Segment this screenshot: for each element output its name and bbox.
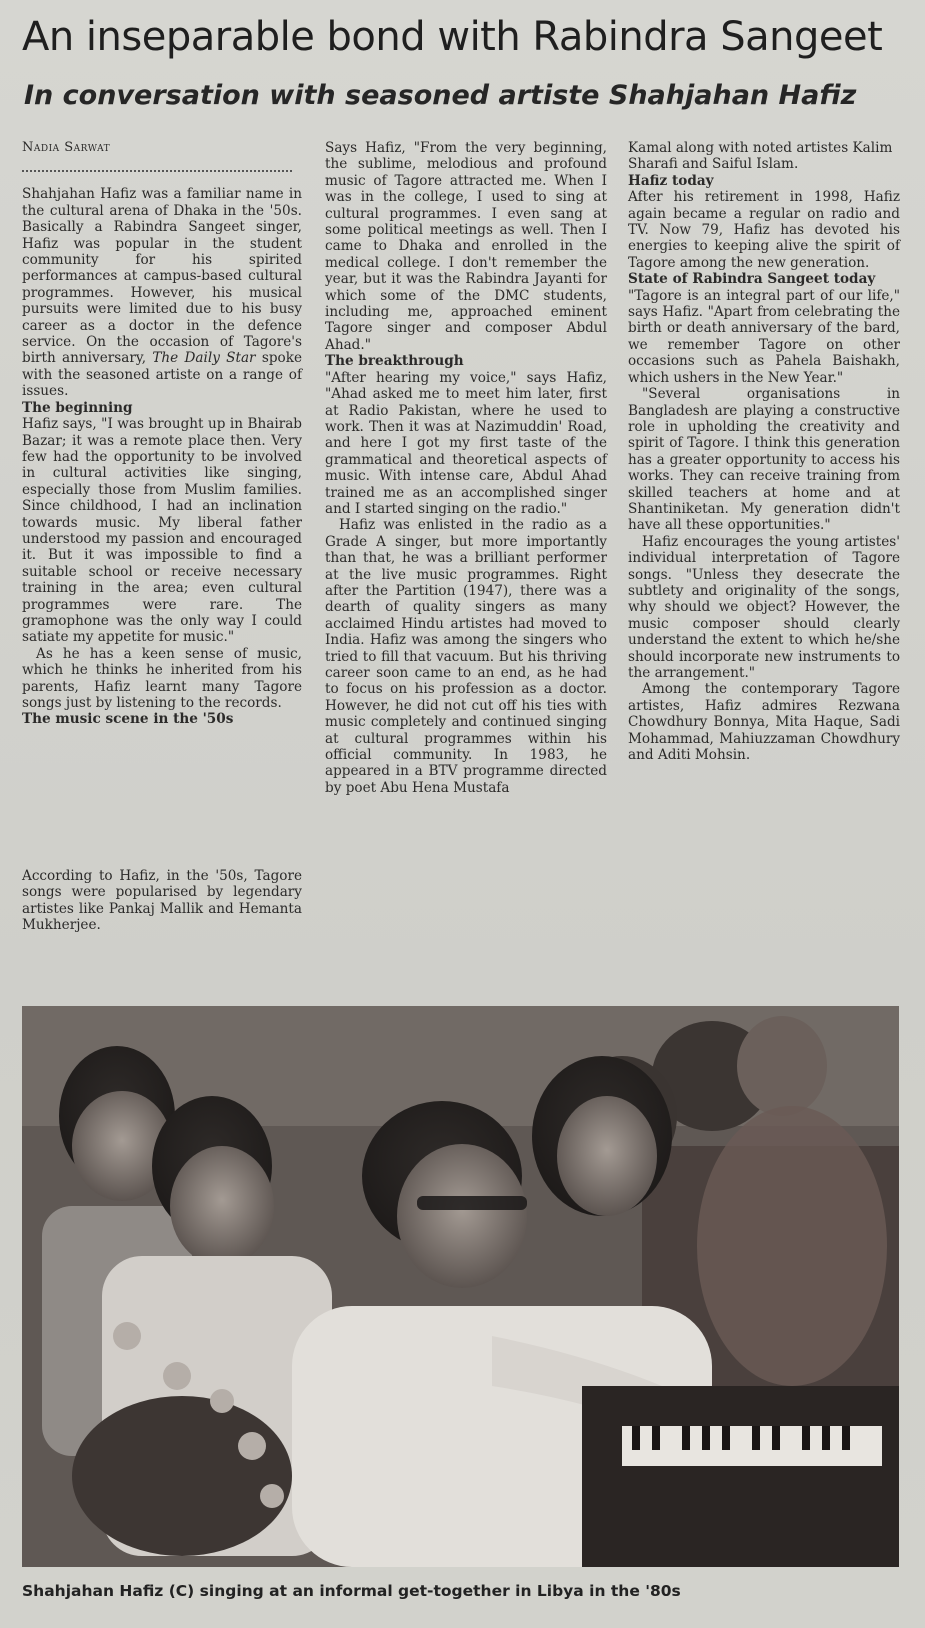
paragraph: "Several organisations in Bangladesh are playing a constructive role in upholding the creativity and spirit of Tagore. I think this generation has a greater opportunity to access his works. They can receive training from skilled teachers at home and at Shantiniketan. My generation didn't have all these opportunities." (628, 386, 900, 534)
headline: An inseparable bond with Rabindra Sangeet (22, 14, 883, 60)
photo-illustration (22, 1006, 899, 1567)
paragraph: Hafiz says, "I was brought up in Bhairab Bazar; it was a remote place then. Very few had the opportunity to be involved in cultural activities like singing, especially those from Muslim families. Since childhood, I had an inclination towards music. My liberal father understood my passion and encouraged it. But it was impossible to find a suitable school or receive necessary training in the area; even cultural programmes were rare. The gramophone was the only way I could satiate my appetite for music." (22, 416, 302, 646)
column-3 (628, 140, 900, 763)
subheading-today: Hafiz today (628, 172, 714, 189)
column-2 (325, 140, 607, 796)
subheading-beginning: The beginning (22, 399, 133, 416)
paragraph: As he has a keen sense of music, which he thinks he inherited from his parents, Hafiz learnt many Tagore songs just by listening to the records. (22, 645, 302, 711)
column-1-continued (22, 868, 302, 934)
paragraph-radio: Hafiz was enlisted in the radio as a Grade A singer, but more importantly than that, he was a brilliant performer at the live music programmes. Right after the Partition (1947), there was a dearth of quality singers as many acclaimed Hindu artistes had moved to India. Hafiz was among the singers who tried to fill that vacuum. But his thriving career soon came to an end, as he had to focus on his profession as a doctor. However, he did not cut off his ties with music completely and continued singing at cultural programmes within his official community. In 1983, he appeared in a BTV programme directed by poet Abu Hena Mustafa (325, 517, 607, 796)
paragraph: After his retirement in 1998, Hafiz again became a regular on radio and TV. Now 79, Hafiz has devoted his energies to keeping alive the spirit of Tagore among the new generation. (628, 189, 900, 271)
byline: Nadia Sarwat (22, 140, 111, 155)
paragraph: "Tagore is an integral part of our life," says Hafiz. "Apart from celebrating the birth or death anniversary of the bard, we remember Tagore on other occasions such as Pahela Baishakh, which ushers in the New Year." (628, 287, 900, 386)
paragraph-music-scene-cont: Says Hafiz, "From the very beginning, the sublime, melodious and profound music of Tagore attracted me. When I was in the college, I used to sing at cultural programmes. I even sang at some political meetings as well. Then I came to Dhaka and enrolled in the medical college. I don't remember the year, but it was the Rabindra Jayanti for which some of the DMC students, including me, approached eminent Tagore singer and composer Abdul Ahad." (325, 140, 607, 353)
paragraph-radio-cont: Kamal along with noted artistes Kalim Sharafi and Saiful Islam. (628, 140, 893, 173)
subheading-music-scene: The music scene in the '50s (22, 711, 234, 728)
subheadline: In conversation with seasoned artiste Shahjahan Hafiz (24, 80, 857, 111)
paragraph-music-scene-start: According to Hafiz, in the '50s, Tagore songs were popularised by legendary artistes like Pankaj Mallik and Hemanta Mukherjee. (22, 868, 302, 934)
paragraph-intro: Shahjahan Hafiz was a familiar name in the cultural arena of Dhaka in the '50s. Basically a Rabindra Sangeet singer, Hafiz was popular in the student community for his spirited performances at campus-based cultural programmes. However, his musical pursuits were limited due to his busy career as a doctor in the defence service. On the occasion of Tagore's birth anniversary, The Daily Star spoke with the seasoned artiste on a range of issues. (22, 186, 302, 400)
paragraph: Hafiz encourages the young artistes' individual interpretation of Tagore songs. "Unless they desecrate the subtlety and originality of the songs, why should we object? However, the music composer should clearly understand the extent to which he/she should incorporate new instruments to the arrangement." (628, 533, 900, 681)
article-photo (22, 1006, 899, 1567)
photo-caption: Shahjahan Hafiz (C) singing at an informal get-together in Libya in the '80s (22, 1582, 681, 1600)
publication-name: The Daily Star (152, 350, 256, 367)
column-1 (22, 140, 302, 728)
byline-divider (22, 170, 292, 172)
paragraph: "After hearing my voice," says Hafiz, "Ahad asked me to meet him later, first at Radio Pakistan, where he used to work. Then it was at Nazimuddin' Road, and here I got my first taste of the grammatical and theoretical aspects of music. With intense care, Abdul Ahad trained me as an accomplished singer and I started singing on the radio." (325, 369, 607, 517)
paragraph: Among the contemporary Tagore artistes, Hafiz admires Rezwana Chowdhury Bonnya, Mita Haque, Sadi Mohammad, Mahiuzzaman Chowdhury and Aditi Mohsin. (628, 681, 900, 764)
subheading-breakthrough: The breakthrough (325, 353, 464, 370)
subheading-state: State of Rabindra Sangeet today (628, 271, 876, 288)
